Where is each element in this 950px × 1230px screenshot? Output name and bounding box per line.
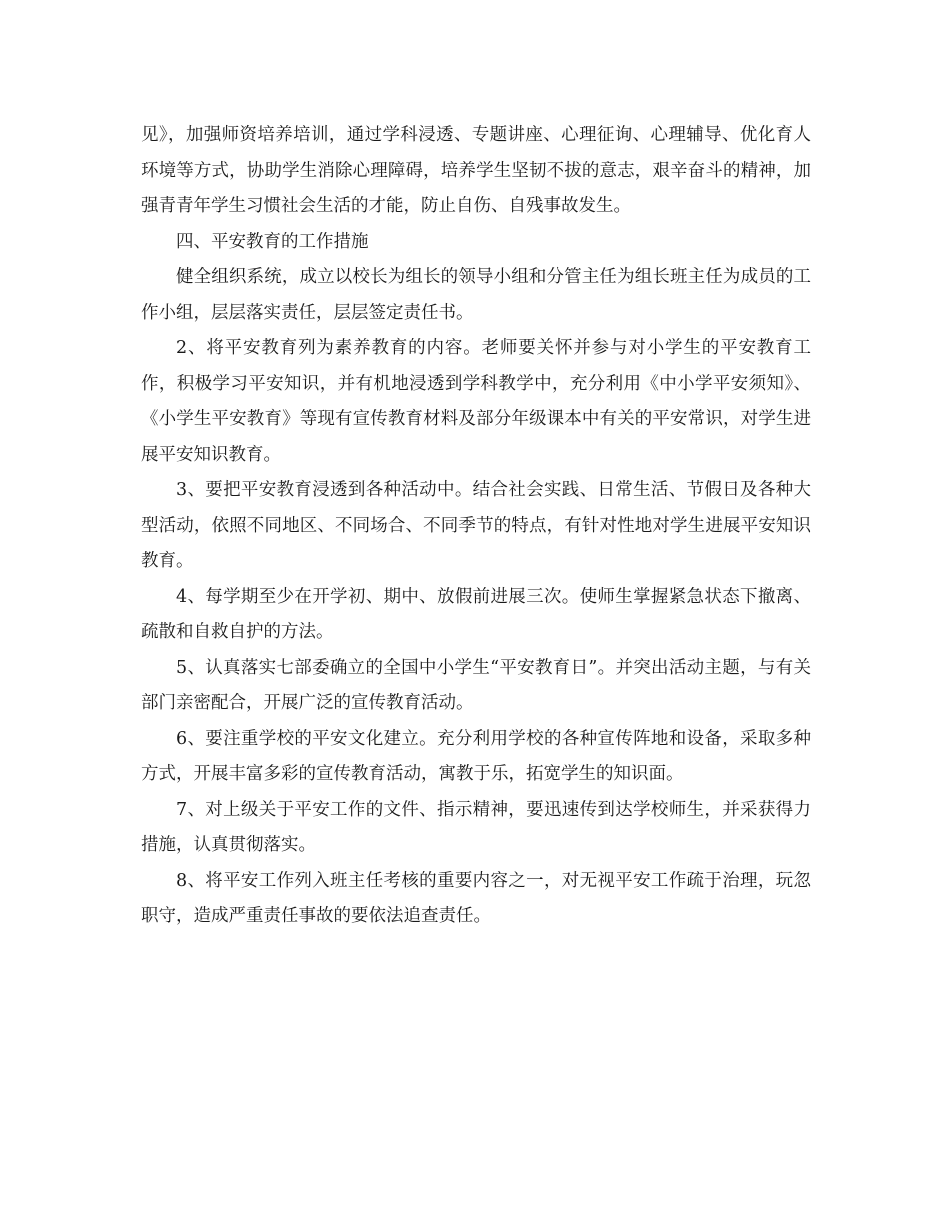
paragraph-measure-5: 5、认真落实七部委确立的全国中小学生“平安教育日”。并突出活动主题，与有关部门亲密配合，开展广泛的宣传教育活动。 <box>141 657 811 713</box>
paragraph-measure-6: 6、要注重学校的平安文化建立。充分利用学校的各种宣传阵地和设备，采取多种方式，开展丰富多彩的宣传教育活动，寓教于乐，拓宽学生的知识面。 <box>141 728 811 784</box>
paragraph-measure-2: 2、将平安教育列为素养教育的内容。老师要关怀并参与对小学生的平安教育工作，积极学习平安知识，并有机地浸透到学科教学中，充分利用《中小学平安须知》、《小学生平安教育》等现有宣传教育材料及部分年级课本中有关的平安常识，对学生进展平安知识教育。 <box>141 338 811 465</box>
document-body <box>141 118 811 935</box>
paragraph-measure-1: 健全组织系统，成立以校长为组长的领导小组和分管主任为组长班主任为成员的工作小组，层层落实责任，层层签定责任书。 <box>141 267 811 323</box>
section-heading: 四、平安教育的工作措施 <box>176 231 369 252</box>
paragraph-measure-4: 4、每学期至少在开学初、期中、放假前进展三次。使师生掌握紧急状态下撤离、疏散和自救自护的方法。 <box>141 586 811 642</box>
paragraph-measure-7: 7、对上级关于平安工作的文件、指示精神，要迅速传到达学校师生，并采获得力措施，认真贯彻落实。 <box>141 799 811 855</box>
paragraph-continuation: 见》，加强师资培养培训，通过学科浸透、专题讲座、心理征询、心理辅导、优化育人环境等方式，协助学生消除心理障碍，培养学生坚韧不拔的意志，艰辛奋斗的精神，加强青青年学生习惯社会生活的才能，防止自伤、自残事故发生。 <box>141 125 811 216</box>
paragraph-measure-8: 8、将平安工作列入班主任考核的重要内容之一，对无视平安工作疏于治理，玩忽职守，造成严重责任事故的要依法追查责任。 <box>141 870 811 926</box>
paragraph-measure-3: 3、要把平安教育浸透到各种活动中。结合社会实践、日常生活、节假日及各种大型活动，依照不同地区、不同场合、不同季节的特点，有针对性地对学生进展平安知识教育。 <box>141 480 811 571</box>
